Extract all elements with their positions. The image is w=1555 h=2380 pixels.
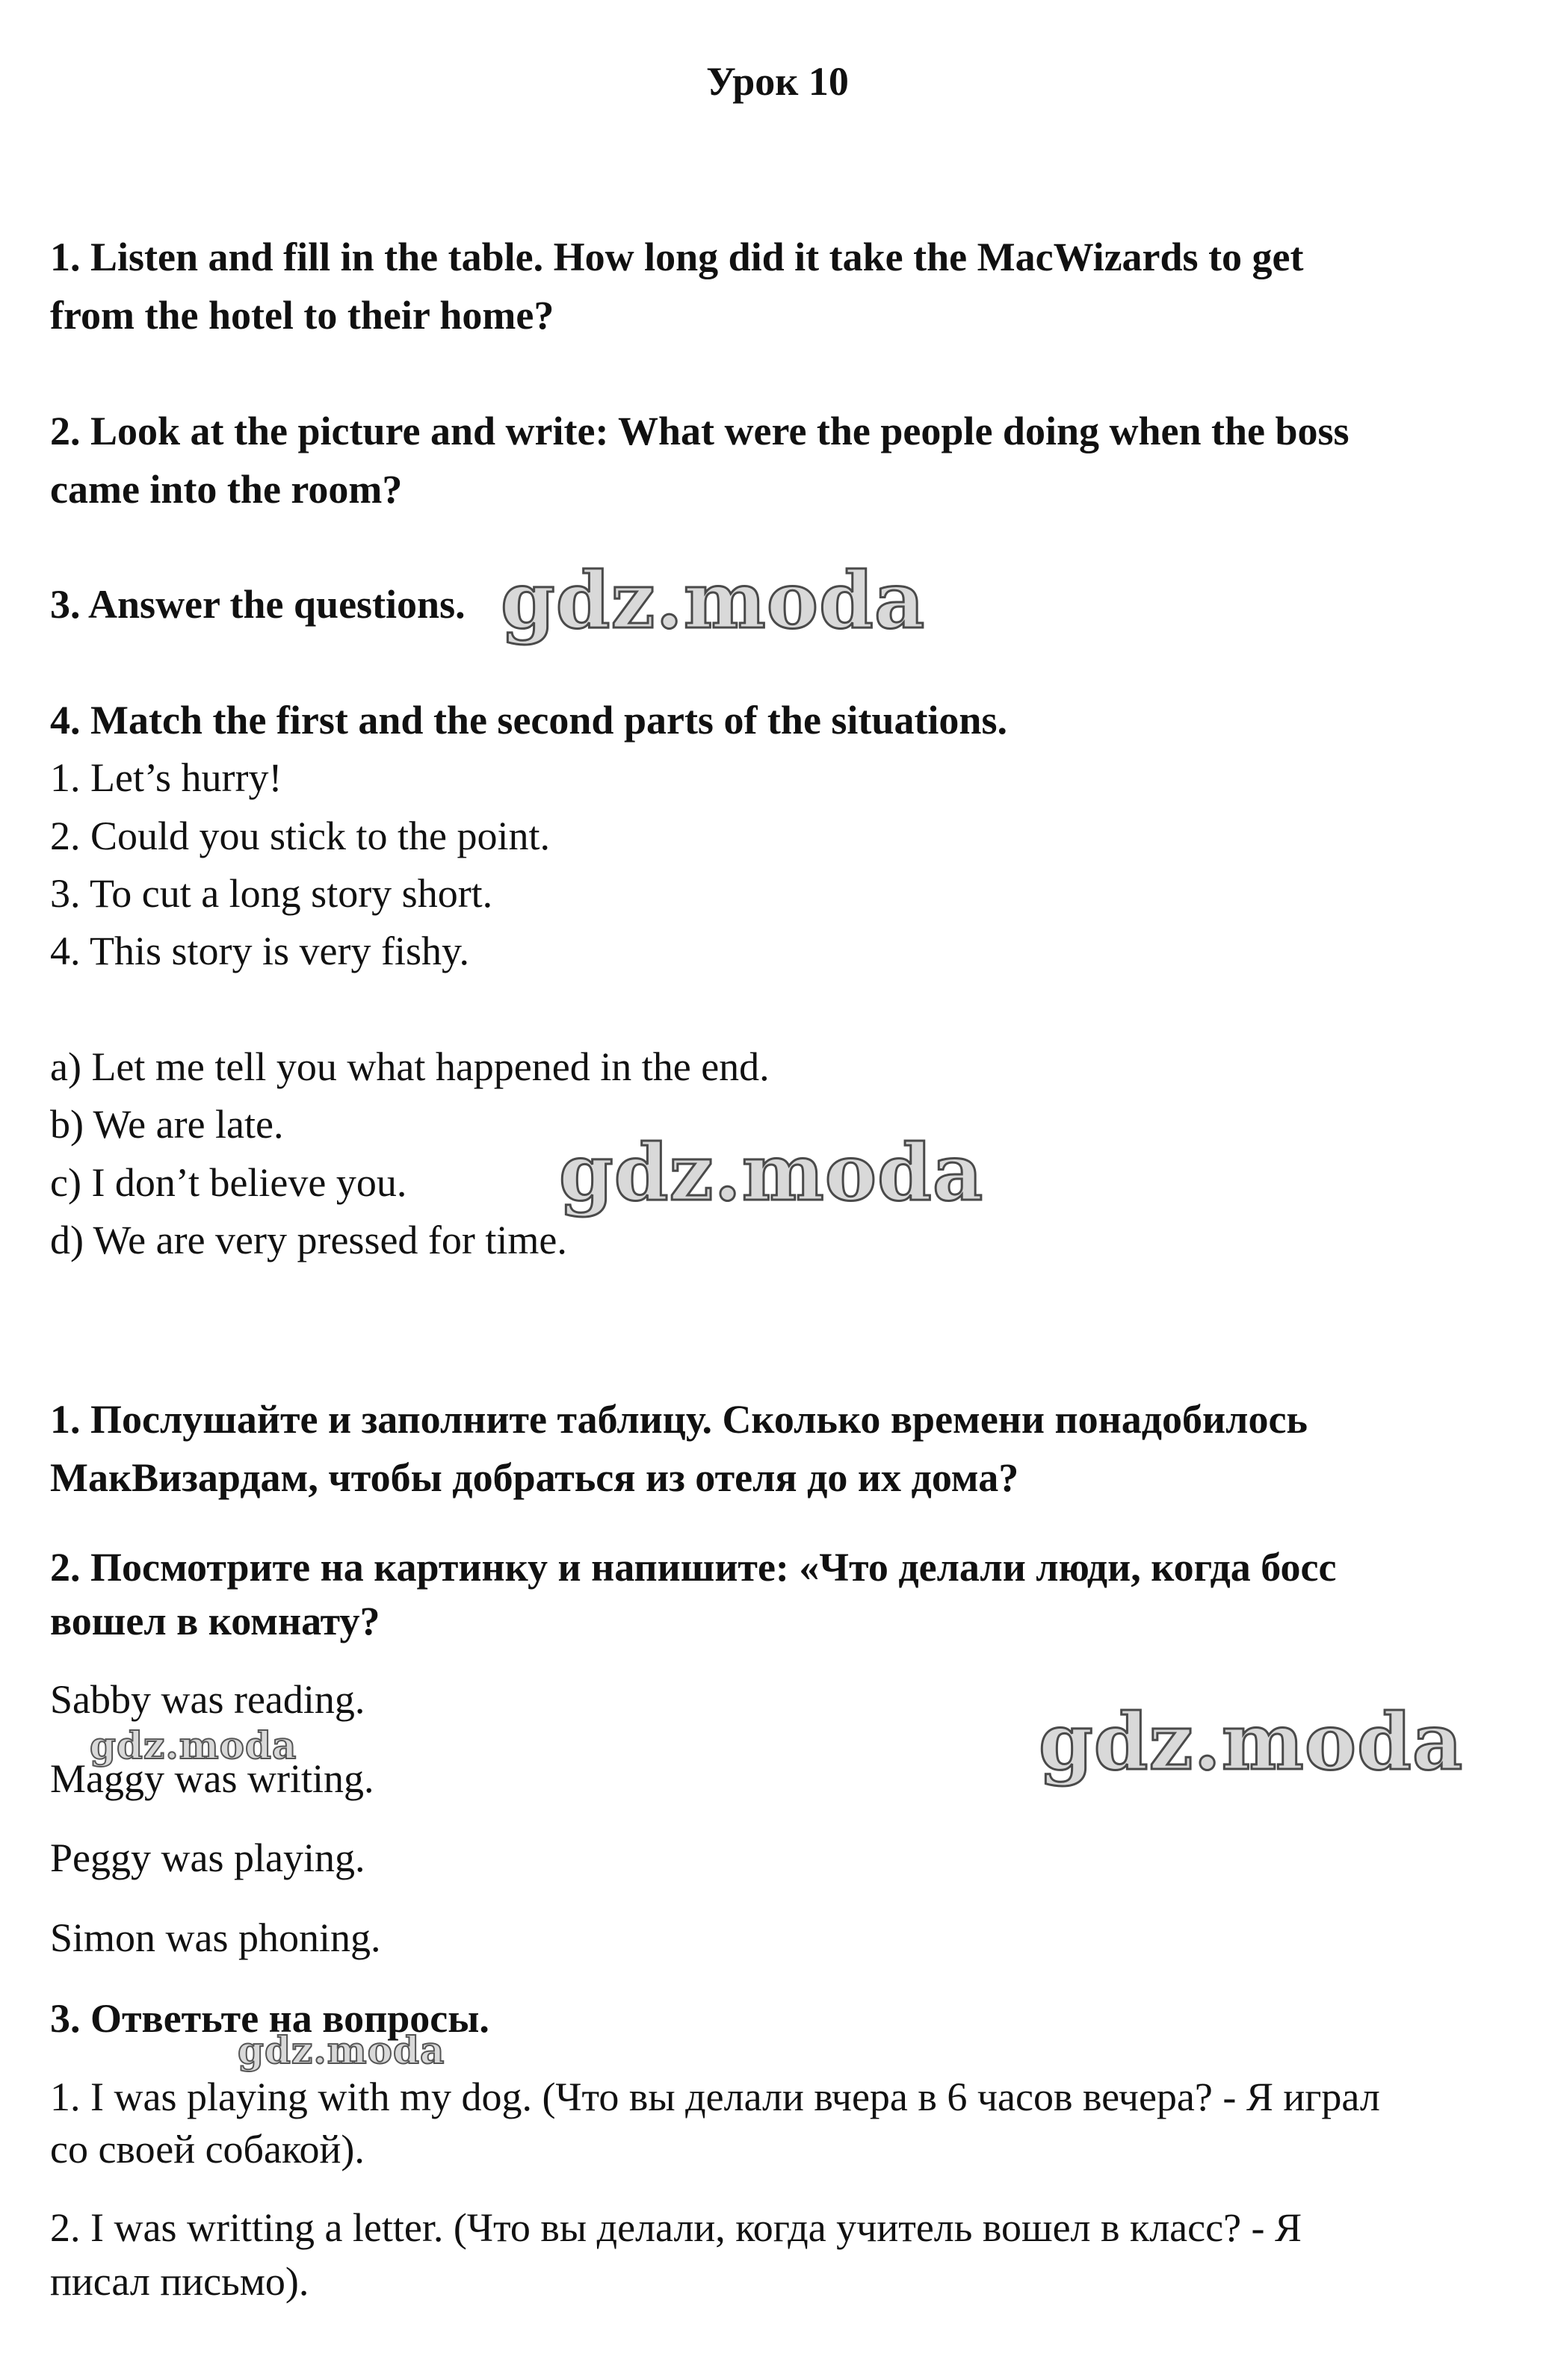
task2-line2: came into the room?	[50, 467, 403, 512]
page-title: Урок 10	[706, 59, 849, 104]
task4-item: 1. Let’s hurry!	[50, 755, 282, 800]
ru-task2-line1: 2. Посмотрите на картинку и напишите: «Что делали люди, когда босс	[50, 1545, 1337, 1590]
watermark-logo: gdz.moda	[559, 1127, 984, 1218]
task3-heading: 3. Answer the questions.	[50, 582, 466, 627]
task4-item: 4. This story is very fishy.	[50, 929, 469, 973]
watermark-logo: gdz.moda	[90, 1723, 297, 1767]
ru-task3-heading: 3. Ответьте на вопросы.	[50, 1996, 489, 2041]
watermark-logo: gdz.moda	[238, 2028, 445, 2072]
ru-task1-line1: 1. Послушайте и заполните таблицу. Сколько времени понадобилось	[50, 1397, 1308, 1442]
watermark-logo: gdz.moda	[1039, 1696, 1464, 1788]
ru-task2-answer: Simon was phoning.	[50, 1915, 381, 1960]
ru-task3-answer1-line1: 1. I was playing with my dog. (Что вы делали вчера в 6 часов вечера? - Я играл	[50, 2074, 1380, 2119]
task1-line2: from the hotel to their home?	[50, 293, 554, 338]
ru-task3-answer2-line2: писал письмо).	[50, 2259, 309, 2304]
ru-task2-answer: Sabby was reading.	[50, 1677, 365, 1722]
task4-option: b) We are late.	[50, 1102, 284, 1147]
ru-task3-answer2-line1: 2. I was writting a letter. (Что вы делали, когда учитель вошел в класс? - Я	[50, 2205, 1302, 2250]
ru-task1-line2: МакВизардам, чтобы добраться из отеля до их дома?	[50, 1455, 1019, 1500]
ru-task2-line2: вошел в комнату?	[50, 1599, 380, 1643]
task4-option: a) Let me tell you what happened in the end.	[50, 1044, 770, 1089]
ru-task2-answer: Peggy was playing.	[50, 1835, 365, 1880]
task4-heading: 4. Match the first and the second parts of the situations.	[50, 698, 1007, 743]
task4-item: 2. Could you stick to the point.	[50, 814, 550, 858]
task2-line1: 2. Look at the picture and write: What were the people doing when the boss	[50, 409, 1350, 453]
task4-option: d) We are very pressed for time.	[50, 1218, 567, 1262]
task4-item: 3. To cut a long story short.	[50, 871, 493, 916]
ru-task3-answer1-line2: со своей собакой).	[50, 2127, 365, 2172]
task4-option: c) I don’t believe you.	[50, 1160, 407, 1205]
ru-task2-answer: Maggy was writing.	[50, 1756, 374, 1801]
task1-line1: 1. Listen and fill in the table. How long did it take the MacWizards to get	[50, 235, 1304, 279]
watermark-logo: gdz.moda	[501, 554, 926, 646]
